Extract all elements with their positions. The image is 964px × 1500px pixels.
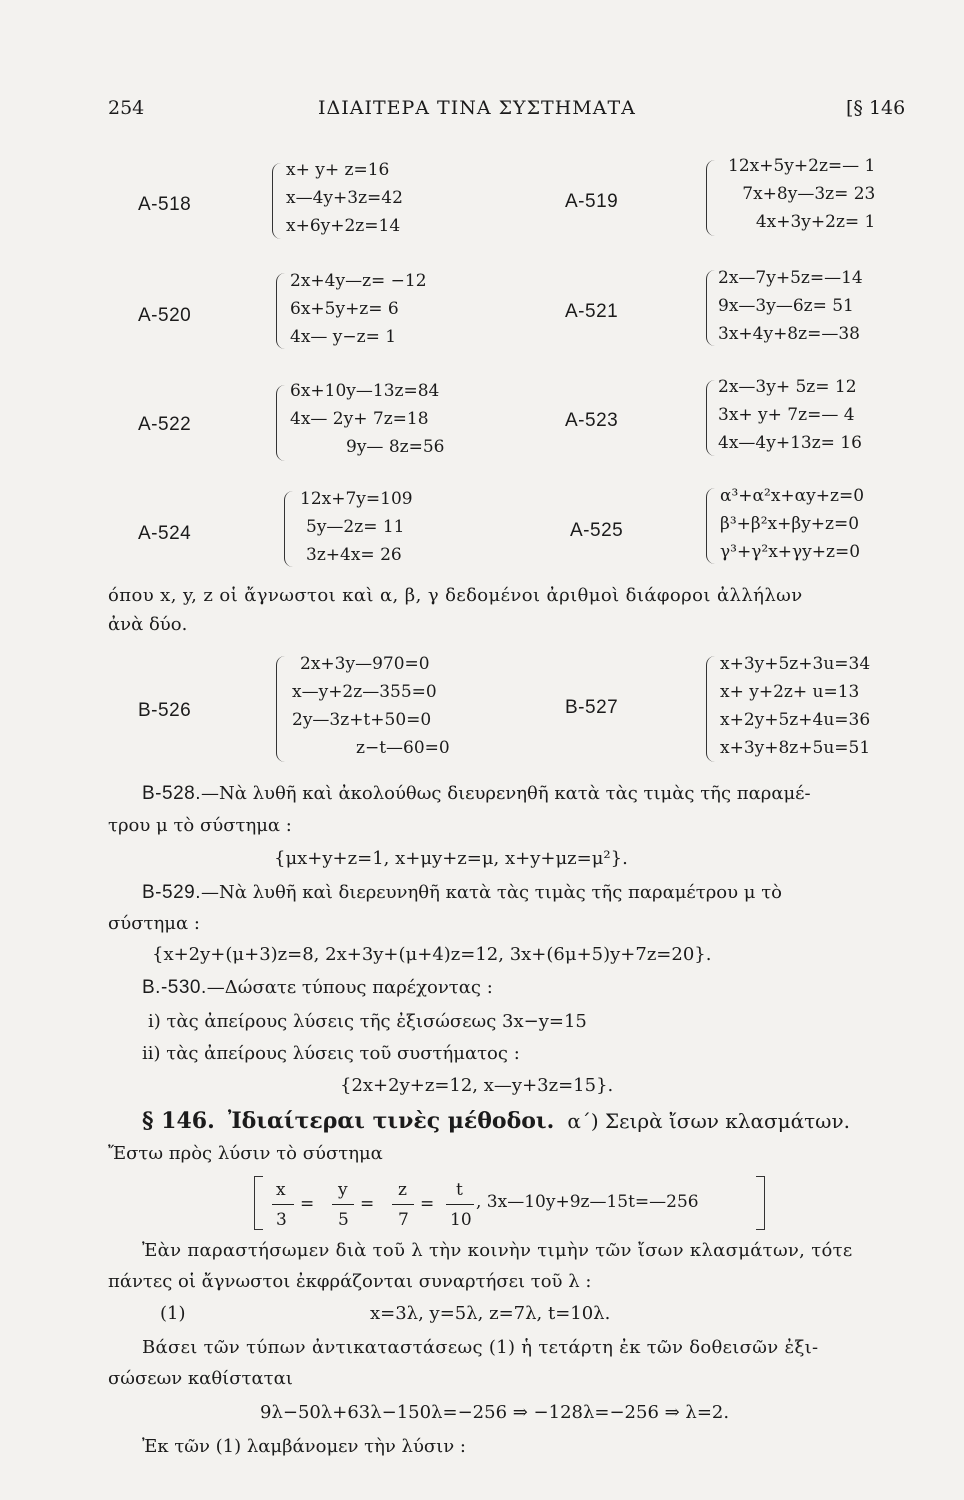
brace-b526: [276, 656, 285, 762]
system-b526: 2x+3y—970=0 x—y+2z—355=0 2y—3z+t+50=0 z−t—60=0: [292, 654, 450, 758]
equals-sign: =: [420, 1194, 435, 1214]
b528-system: {μx+y+z=1, x+μy+z=μ, x+y+μz=μ²}.: [274, 848, 628, 869]
system-a523: 2x—3y+ 5z= 12 3x+ y+ 7z=— 4 4x—4y+13z= 16: [718, 377, 862, 453]
paragraph-1-line-1: Ἐὰν παραστήσωμεν διὰ τοῦ λ τὴν κοινὴν τιμὴν τῶν ἴσων κλασμάτων, τότε: [142, 1240, 853, 1261]
b529-label: B-529.: [142, 882, 201, 903]
paragraph-2-line-1: Βάσει τῶν τύπων ἀντικαταστάσεως (1) ἡ τετάρτη ἐκ τῶν δοθεισῶν ἐξι-: [142, 1337, 819, 1358]
fraction-x-numerator: x: [276, 1180, 286, 1200]
brace-a518: [272, 163, 281, 239]
fraction-system-tail: , 3x—10y+9z—15t=—256: [476, 1192, 699, 1212]
b530-item-i: i) τὰς ἀπείρους λύσεις τῆς ἐξισώσεως 3x−y=15: [148, 1011, 587, 1032]
running-title: ΙΔΙΑΙΤΕΡΑ ΤΙΝΑ ΣΥΣΤΗΜΑΤΑ: [318, 97, 636, 119]
system-intro: Ἔστω πρὸς λύσιν τὸ σύστημα: [108, 1143, 383, 1164]
section-subtitle: α΄) Σειρὰ ἴσων κλασμάτων.: [567, 1109, 851, 1133]
problem-label-a521: A-521: [565, 301, 619, 322]
b530-system: {2x+2y+z=12, x—y+3z=15}.: [340, 1075, 614, 1096]
problem-label-a523: A-523: [565, 410, 619, 431]
problem-label-a522: A-522: [138, 414, 192, 435]
b530-text: —Δώσατε τύπους παρέχοντας :: [206, 977, 493, 998]
system-b527: x+3y+5z+3u=34 x+ y+2z+ u=13 x+2y+5z+4u=36 x+3y+8z+5u=51: [720, 654, 871, 758]
page-number: 254: [108, 97, 145, 119]
note-line-1: όπου x, y, z οἱ ἄγνωστοι καὶ α, β, γ δεδομένοι ἀριθμοὶ διάφοροι ἀλλήλων: [108, 585, 803, 606]
fraction-y-denominator: 5: [338, 1210, 349, 1230]
b529-line-2: σύστημα :: [108, 913, 200, 934]
b529-system: {x+2y+(μ+3)z=8, 2x+3y+(μ+4)z=12, 3x+(6μ+5)y+7z=20}.: [152, 944, 712, 965]
brace-b527: [706, 656, 715, 762]
problem-label-b527: B-527: [565, 697, 619, 718]
paragraph-2-line-2: σώσεων καθίσταται: [108, 1368, 293, 1389]
brace-a521: [706, 270, 715, 346]
paragraph-1-line-2: πάντες οἱ ἄγνωστοι ἐκφράζονται συναρτήσει τοῦ λ :: [108, 1271, 592, 1292]
equation-2: 9λ−50λ+63λ−150λ=−256 ⇒ −128λ=−256 ⇒ λ=2.: [260, 1402, 730, 1423]
fraction-y-bar: [332, 1204, 354, 1205]
equals-sign: =: [360, 1194, 375, 1214]
brace-a525: [706, 488, 715, 564]
b530-label: B.-530.: [142, 977, 207, 998]
section-heading: [142, 1108, 850, 1134]
fraction-z-numerator: z: [398, 1180, 407, 1200]
equation-1: x=3λ, y=5λ, z=7λ, t=10λ.: [370, 1303, 611, 1324]
system-a519: 12x+5y+2z=— 1 7x+8y—3z= 23 4x+3y+2z= 1: [728, 156, 876, 232]
fraction-t-numerator: t: [456, 1180, 463, 1200]
system-a524: 12x+7y=109 5y—2z= 11 3z+4x= 26: [300, 489, 413, 565]
fraction-z-denominator: 7: [398, 1210, 409, 1230]
fraction-z-bar: [392, 1204, 414, 1205]
section-reference: [§ 146: [846, 97, 906, 119]
fraction-x-denominator: 3: [276, 1210, 287, 1230]
note-line-2: ἀνὰ δύο.: [108, 614, 188, 635]
problem-label-a525: A-525: [570, 520, 624, 541]
b528-paragraph: [142, 783, 811, 805]
b528-line-2: τρου μ τὸ σύστημα :: [108, 815, 292, 836]
fraction-t-denominator: 10: [450, 1210, 472, 1230]
section-number: § 146.: [142, 1108, 215, 1134]
equation-1-tag: (1): [160, 1303, 186, 1324]
fraction-x-bar: [272, 1204, 294, 1205]
b528-label: B-528.: [142, 783, 201, 804]
problem-label-a524: A-524: [138, 523, 192, 544]
system-a525: α³+α²x+αy+z=0 β³+β²x+βy+z=0 γ³+γ²x+γy+z=0: [720, 486, 865, 562]
problem-label-a519: A-519: [565, 191, 619, 212]
brace-a524: [284, 491, 293, 567]
right-bracket: [756, 1176, 765, 1230]
problem-label-b526: B-526: [138, 700, 192, 721]
paragraph-3: Ἐκ τῶν (1) λαμβάνομεν τὴν λύσιν :: [142, 1436, 466, 1457]
equals-sign: =: [300, 1194, 315, 1214]
problem-label-a520: A-520: [138, 305, 192, 326]
left-bracket: [254, 1176, 263, 1230]
b530-item-ii: ii) τὰς ἀπείρους λύσεις τοῦ συστήματος :: [142, 1043, 520, 1064]
brace-a519: [706, 160, 715, 236]
b528-text: —Νὰ λυθῆ καὶ ἀκολούθως διευρενηθῆ κατὰ τὰς τιμὰς τῆς παραμέ-: [200, 783, 811, 804]
brace-a520: [276, 273, 285, 349]
system-a520: 2x+4y—z= −12 6x+5y+z= 6 4x— y−z= 1: [290, 271, 427, 347]
brace-a523: [706, 380, 715, 456]
brace-a522: [276, 385, 285, 461]
system-a522: 6x+10y—13z=84 4x— 2y+ 7z=18 9y— 8z=56: [290, 381, 445, 457]
fraction-y-numerator: y: [338, 1180, 348, 1200]
b530-paragraph: [142, 977, 493, 999]
fraction-t-bar: [446, 1204, 474, 1205]
problem-label-a518: A-518: [138, 194, 192, 215]
b529-text: —Νὰ λυθῆ καὶ διερευνηθῆ κατὰ τὰς τιμὰς τῆς παραμέτρου μ τὸ: [200, 882, 783, 903]
system-a521: 2x—7y+5z=—14 9x—3y—6z= 51 3x+4y+8z=—38: [718, 268, 863, 344]
section-title: Ἰδιαίτεραι τινὲς μέθοδοι.: [227, 1108, 555, 1134]
system-a518: x+ y+ z=16 x—4y+3z=42 x+6y+2z=14: [286, 160, 403, 236]
b529-paragraph: [142, 882, 782, 904]
